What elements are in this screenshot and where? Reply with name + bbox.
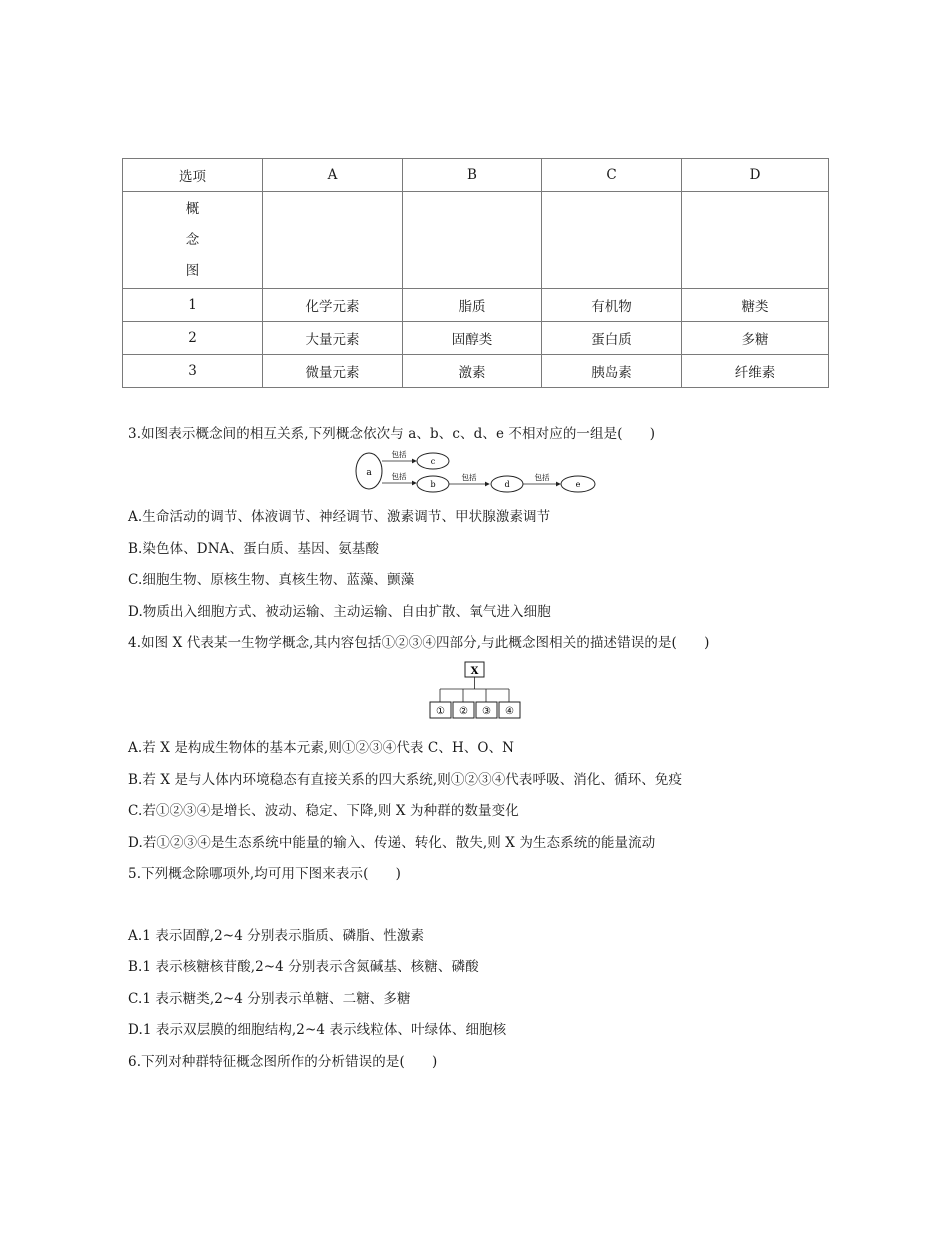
- table-cell: 纤维素: [682, 355, 829, 388]
- concept-label-char: 念: [185, 231, 200, 248]
- node-d-label: d: [504, 480, 510, 489]
- table-cell: 大量元素: [263, 322, 403, 355]
- q3-option-b: B.染色体、DNA、蛋白质、基因、氨基酸: [128, 541, 380, 557]
- concept-diagram-cell-d: [682, 192, 829, 289]
- node-3-label: ③: [482, 706, 491, 717]
- edge-label: 包括: [391, 472, 407, 481]
- table-cell: 化学元素: [263, 289, 403, 322]
- q3-option-d: D.物质出入细胞方式、被动运输、主动运输、自由扩散、氧气进入细胞: [128, 604, 551, 620]
- q4-concept-diagram: [428, 660, 523, 726]
- q6-stem: 6.下列对种群特征概念图所作的分析错误的是( ): [128, 1054, 438, 1070]
- q3-stem: 3.如图表示概念间的相互关系,下列概念依次与 a、b、c、d、e 不相对应的一组是( ): [128, 426, 656, 442]
- table-cell: 2: [123, 322, 263, 355]
- table-header-cell: D: [682, 159, 829, 192]
- node-1-label: ①: [436, 706, 445, 717]
- table-cell: 激素: [403, 355, 542, 388]
- q4-option-d: D.若①②③④是生态系统中能量的输入、传递、转化、散失,则 X 为生态系统的能量流动: [128, 835, 656, 851]
- node-e-label: e: [575, 480, 581, 489]
- table-header-cell: C: [542, 159, 682, 192]
- table-cell: 固醇类: [403, 322, 542, 355]
- q5-option-a: A.1 表示固醇,2~4 分别表示脂质、磷脂、性激素: [128, 928, 425, 944]
- q5-option-c: C.1 表示糖类,2~4 分别表示单糖、二糖、多糖: [128, 991, 411, 1007]
- table-cell: 蛋白质: [542, 322, 682, 355]
- q4-option-b: B.若 X 是与人体内环境稳态有直接关系的四大系统,则①②③④代表呼吸、消化、循环、免疫: [128, 772, 683, 788]
- table-cell: 3: [123, 355, 263, 388]
- concept-diagram-row: [123, 192, 829, 289]
- table-cell: 糖类: [682, 289, 829, 322]
- concept-diagram-cell-b: [403, 192, 542, 289]
- node-c-label: c: [430, 457, 436, 466]
- concept-diagram-cell-a: [263, 192, 403, 289]
- table-cell: 1: [123, 289, 263, 322]
- node-x-label: X: [470, 666, 479, 677]
- table-cell: 胰岛素: [542, 355, 682, 388]
- concept-label-char: 图: [185, 262, 200, 279]
- q3-diagram-svg: [352, 450, 602, 495]
- node-2-label: ②: [459, 706, 468, 717]
- concept-label-char: 概: [185, 200, 200, 217]
- table-header-cell: B: [403, 159, 542, 192]
- table-row: [123, 289, 829, 322]
- node-a-label: a: [366, 468, 372, 478]
- table-header-row: [123, 159, 829, 192]
- table-header-cell: 选项: [123, 159, 263, 192]
- table-row: [123, 322, 829, 355]
- q3-option-a: A.生命活动的调节、体液调节、神经调节、激素调节、甲状腺激素调节: [128, 509, 551, 525]
- q4-option-a: A.若 X 是构成生物体的基本元素,则①②③④代表 C、H、O、N: [128, 740, 515, 756]
- table-cell: 微量元素: [263, 355, 403, 388]
- concept-label-cell: [123, 192, 263, 289]
- node-4-label: ④: [505, 706, 514, 717]
- q4-diagram-svg: [428, 660, 523, 722]
- q4-option-c: C.若①②③④是增长、波动、稳定、下降,则 X 为种群的数量变化: [128, 803, 519, 819]
- edge-label: 包括: [461, 473, 477, 482]
- q3-concept-diagram: [352, 450, 602, 499]
- node-b-label: b: [430, 480, 436, 489]
- table-header-cell: A: [263, 159, 403, 192]
- table-cell: 多糖: [682, 322, 829, 355]
- q5-option-b: B.1 表示核糖核苷酸,2~4 分别表示含氮碱基、核糖、磷酸: [128, 959, 479, 975]
- edge-label: 包括: [391, 450, 407, 459]
- q5-option-d: D.1 表示双层膜的细胞结构,2~4 表示线粒体、叶绿体、细胞核: [128, 1022, 507, 1038]
- options-table: [122, 158, 829, 388]
- q3-option-c: C.细胞生物、原核生物、真核生物、蓝藻、颤藻: [128, 572, 415, 588]
- concept-diagram-cell-c: [542, 192, 682, 289]
- q4-stem: 4.如图 X 代表某一生物学概念,其内容包括①②③④四部分,与此概念图相关的描述错误的是( ): [128, 635, 710, 651]
- q5-stem: 5.下列概念除哪项外,均可用下图来表示( ): [128, 866, 402, 882]
- table-cell: 有机物: [542, 289, 682, 322]
- edge-label: 包括: [534, 473, 550, 482]
- table-cell: 脂质: [403, 289, 542, 322]
- table-row: [123, 355, 829, 388]
